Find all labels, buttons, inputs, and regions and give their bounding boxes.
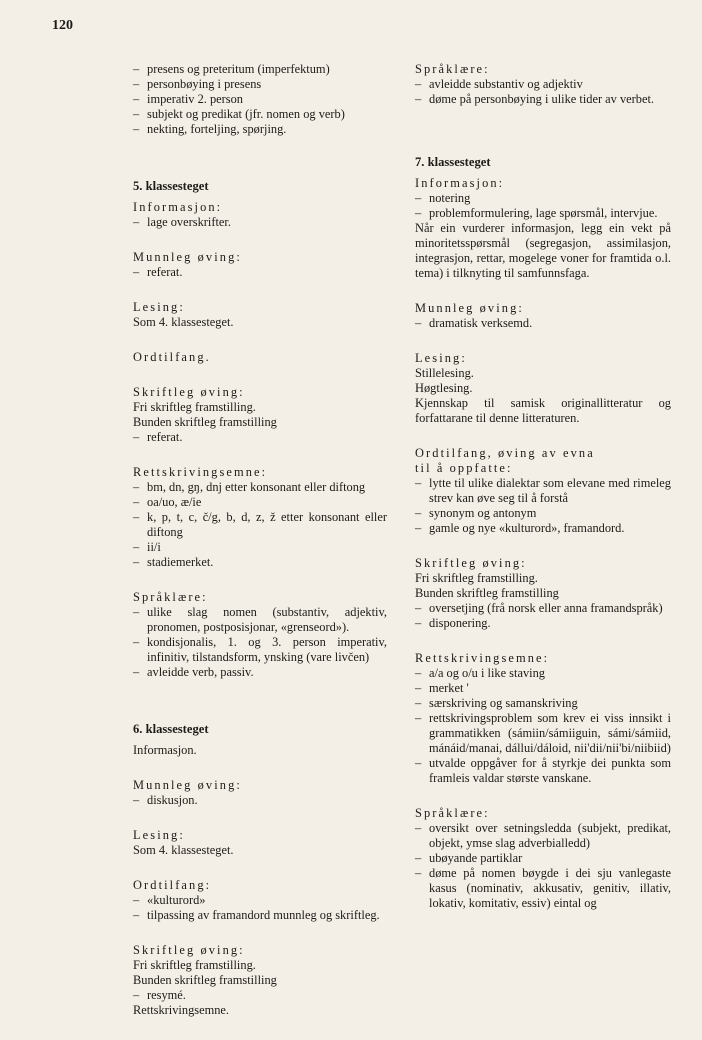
- list-item: – stadiemerket.: [133, 555, 387, 570]
- grade6-info-text: Informasjon.: [133, 743, 197, 757]
- list-item: – k, p, t, c, č/g, b, d, z, ž etter konsonant eller diftong: [133, 510, 387, 540]
- list-item: – diskusjon.: [133, 793, 387, 808]
- grade5-reading-text: Som 4. klassesteget.: [133, 315, 234, 329]
- grade7-info-label: Informasjon:: [415, 176, 505, 190]
- page-number: 120: [52, 18, 73, 33]
- list-item: – referat.: [133, 430, 387, 445]
- list-item: – oversetjing (frå norsk eller anna framandspråk): [415, 601, 671, 616]
- grade5-grammar-label: Språklære:: [133, 590, 208, 604]
- list-item: – oa/uo, æ/ie: [133, 495, 387, 510]
- grade6-heading: 6. klassesteget: [133, 722, 209, 736]
- grade7-reading-label: Lesing:: [415, 351, 467, 365]
- list-item: – imperativ 2. person: [133, 92, 387, 107]
- grade7-vocab-label-cont: til å oppfatte:: [415, 461, 513, 475]
- list-item: – referat.: [133, 265, 387, 280]
- list-item: – «kulturord»: [133, 893, 387, 908]
- grade5-reading-label: Lesing:: [133, 300, 185, 314]
- list-item: – ii/i: [133, 540, 387, 555]
- grade7-reading-line: Høgtlesing.: [415, 381, 473, 395]
- list-item: – merket ': [415, 681, 671, 696]
- grade5-written-label: Skriftleg øving:: [133, 385, 245, 399]
- grade6-reading-text: Som 4. klassesteget.: [133, 843, 234, 857]
- grade6-reading-label: Lesing:: [133, 828, 185, 842]
- grade5-spelling-label: Rettskrivingsemne:: [133, 465, 268, 479]
- list-item: – utvalde oppgåver for å styrkje dei punkta som framleis valdar største vanskane.: [415, 756, 671, 786]
- list-item: – nekting, forteljing, spørjing.: [133, 122, 387, 137]
- grade7-written-label: Skriftleg øving:: [415, 556, 527, 570]
- list-item: – presens og preteritum (imperfektum): [133, 62, 387, 77]
- grade6-written-label: Skriftleg øving:: [133, 943, 245, 957]
- list-item: – kondisjonalis, 1. og 3. person imperativ, infinitiv, tilstandsform, ynsking (vare livčen): [133, 635, 387, 665]
- list-item: – ubøyande partiklar: [415, 851, 671, 866]
- list-item: – notering: [415, 191, 671, 206]
- grade5-vocab-label: Ordtilfang.: [133, 350, 211, 364]
- grade7-reading-line: Stillelesing.: [415, 366, 474, 380]
- list-item: – avleidde verb, passiv.: [133, 665, 387, 680]
- grade6-vocab-label: Ordtilfang:: [133, 878, 212, 892]
- grade7-grammar-label: Språklære:: [415, 806, 490, 820]
- left-column: [133, 62, 387, 1018]
- list-item: – a/a og o/u i like staving: [415, 666, 671, 681]
- list-item: – personbøying i presens: [133, 77, 387, 92]
- grade6-oral-label: Munnleg øving:: [133, 778, 242, 792]
- grade7-heading: 7. klassesteget: [415, 155, 491, 169]
- grade7-reading-line: Kjennskap til samisk originallitteratur og forfattarane til denne litteraturen.: [415, 396, 671, 425]
- grade5-heading: 5. klassesteget: [133, 179, 209, 193]
- list-item: – dramatisk verksemd.: [415, 316, 671, 331]
- grade5-oral-label: Munnleg øving:: [133, 250, 242, 264]
- list-item: – problemformulering, lage spørsmål, intervjue.: [415, 206, 671, 221]
- grade7-vocab-label: Ordtilfang, øving av evna: [415, 446, 595, 460]
- list-item: – gamle og nye «kulturord», framandord.: [415, 521, 671, 536]
- list-item: – synonym og antonym: [415, 506, 671, 521]
- list-item: – subjekt og predikat (jfr. nomen og verb): [133, 107, 387, 122]
- list-item: – disponering.: [415, 616, 671, 631]
- grade7-written-line2: Bunden skriftleg framstilling: [415, 586, 559, 600]
- grade5-info-label: Informasjon:: [133, 200, 223, 214]
- grade7-info-paragraph: Når ein vurderer informasjon, legg ein vekt på minoritetsspørsmål (segregasjon, assimilasjon, integrasjon, rettar, mogelege voner for framtida o.l. tema) i tilknyting til samfunnsfaga.: [415, 221, 671, 280]
- list-item: – bm, dn, gŋ, dnj etter konsonant eller diftong: [133, 480, 387, 495]
- list-item: – lytte til ulike dialektar som elevane med rimeleg strev kan øve seg til å forstå: [415, 476, 671, 506]
- grade6-spelling-text: Rettskrivingsemne.: [133, 1003, 230, 1017]
- grammar-top-label: Språklære:: [415, 62, 490, 76]
- list-item: – lage overskrifter.: [133, 215, 387, 230]
- grade5-written-line2: Bunden skriftleg framstilling: [133, 415, 277, 429]
- grade6-written-line1: Fri skriftleg framstilling.: [133, 958, 256, 972]
- grade6-written-line2: Bunden skriftleg framstilling: [133, 973, 277, 987]
- list-item: – døme på personbøying i ulike tider av verbet.: [415, 92, 671, 107]
- grade7-written-line1: Fri skriftleg framstilling.: [415, 571, 538, 585]
- list-item: – avleidde substantiv og adjektiv: [415, 77, 671, 92]
- list-item: – oversikt over setningsledda (subjekt, predikat, objekt, ymse slag adverbialledd): [415, 821, 671, 851]
- list-item: – særskriving og samanskriving: [415, 696, 671, 711]
- list-item: – tilpassing av framandord munnleg og skriftleg.: [133, 908, 387, 923]
- list-item: – ulike slag nomen (substantiv, adjektiv, pronomen, postposisjonar, «grenseord»).: [133, 605, 387, 635]
- grade5-written-line1: Fri skriftleg framstilling.: [133, 400, 256, 414]
- list-item: – rettskrivingsproblem som krev ei viss innsikt i grammatikken (sámiin/sámiiguin, sámi/sámiid, mánáid/manai, dállui/dáloid, nii'dii/nii'bi/niibiid): [415, 711, 671, 756]
- grade7-spelling-label: Rettskrivingsemne:: [415, 651, 550, 665]
- list-item: – døme på nomen bøygde i dei sju vanlegaste kasus (nominativ, akkusativ, genitiv, illativ, lokativ, komitativ, essiv) eintal og: [415, 866, 671, 911]
- top-list: [133, 62, 387, 137]
- right-column: [415, 62, 671, 911]
- grade7-oral-label: Munnleg øving:: [415, 301, 524, 315]
- list-item: – resymé.: [133, 988, 387, 1003]
